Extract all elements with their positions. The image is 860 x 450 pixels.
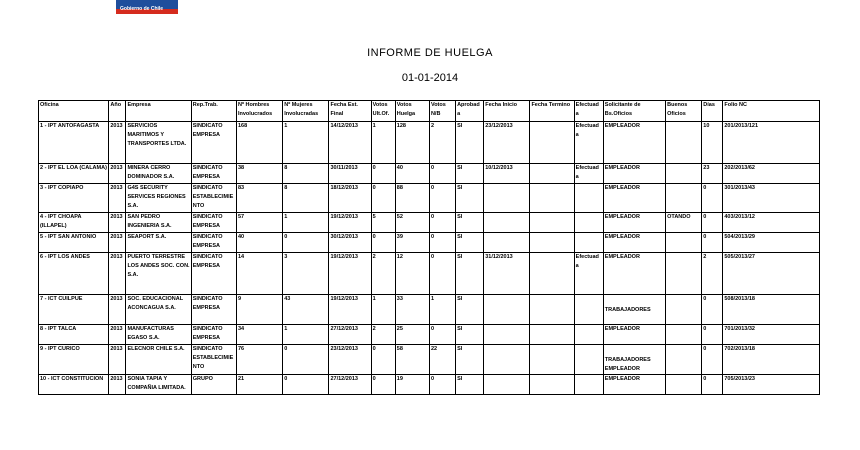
table-cell: 0	[429, 375, 455, 395]
table-cell: TRABAJADORES	[603, 295, 665, 325]
table-cell: 0	[702, 295, 723, 325]
table-cell: SI	[456, 213, 484, 233]
table-cell	[574, 345, 603, 375]
table-cell: 21	[236, 375, 282, 395]
table-cell: EMPLEADOR	[603, 213, 665, 233]
table-cell: SINDICATO EMPRESA	[191, 233, 236, 253]
table-row	[39, 295, 820, 325]
table-cell: 31/12/2013	[484, 253, 530, 295]
table-cell	[574, 184, 603, 213]
table-cell: ELECNOR CHILE S.A.	[126, 345, 191, 375]
table-cell: 40	[236, 233, 282, 253]
table-cell: 57	[236, 213, 282, 233]
table-cell: 19	[395, 375, 429, 395]
table-cell: 27/12/2013	[329, 325, 371, 345]
table-row	[39, 122, 820, 164]
table-cell: 0	[702, 184, 723, 213]
table-cell: 0	[371, 164, 395, 184]
table-cell: SI	[456, 184, 484, 213]
table-cell: SINDICATO EMPRESA	[191, 122, 236, 164]
table-row	[39, 213, 820, 233]
table-cell: 30/11/2013	[329, 164, 371, 184]
table-cell: 0	[371, 375, 395, 395]
table-cell	[666, 345, 702, 375]
table-cell: 1	[283, 213, 329, 233]
table-cell: 52	[395, 213, 429, 233]
table-cell: 701/2013/32	[723, 325, 820, 345]
column-header: Fecha Inicio	[484, 101, 530, 122]
column-header: Año	[109, 101, 126, 122]
table-cell	[530, 375, 574, 395]
column-header: Buenos Oficios	[666, 101, 702, 122]
table-cell: SEAPORT S.A.	[126, 233, 191, 253]
table-cell: Efectuada	[574, 253, 603, 295]
table-cell: 202/2013/62	[723, 164, 820, 184]
table-cell: 508/2013/18	[723, 295, 820, 325]
table-cell: SINDICATO EMPRESA	[191, 325, 236, 345]
table-cell: 2	[371, 253, 395, 295]
table-cell: 504/2013/29	[723, 233, 820, 253]
table-cell: 7 - ICT CUILPUE	[39, 295, 109, 325]
gobierno-de-chile-logo	[116, 0, 178, 14]
table-cell	[574, 213, 603, 233]
table-cell	[666, 184, 702, 213]
table-cell: SOC. EDUCACIONAL ACONCAGUA S.A.	[126, 295, 191, 325]
table-cell: 2 - IPT EL LOA (CALAMA)	[39, 164, 109, 184]
table-cell: 22	[429, 345, 455, 375]
table-cell: 2013	[109, 325, 126, 345]
table-cell: 2	[371, 325, 395, 345]
table-cell: TRABAJADORES EMPLEADOR	[603, 345, 665, 375]
table-cell	[666, 164, 702, 184]
table-cell: SINDICATO EMPRESA	[191, 253, 236, 295]
table-cell: OTANDO	[666, 213, 702, 233]
strike-report-table	[38, 100, 820, 395]
table-cell: SINDICATO EMPRESA	[191, 213, 236, 233]
table-cell: 27/12/2013	[329, 375, 371, 395]
table-cell	[530, 233, 574, 253]
table-cell: 505/2013/27	[723, 253, 820, 295]
table-cell: 23/12/2013	[329, 345, 371, 375]
table-cell: 10 - ICT CONSTITUCION	[39, 375, 109, 395]
table-cell: 0	[283, 375, 329, 395]
table-cell: 2	[702, 253, 723, 295]
table-cell: 40	[395, 164, 429, 184]
table-cell: MANUFACTURAS EGASO S.A.	[126, 325, 191, 345]
table-cell: 0	[371, 184, 395, 213]
table-row	[39, 325, 820, 345]
table-cell: 25	[395, 325, 429, 345]
table-cell: 1	[429, 295, 455, 325]
table-cell: 0	[702, 375, 723, 395]
table-cell	[666, 122, 702, 164]
table-cell: 39	[395, 233, 429, 253]
table-cell: 301/2013/43	[723, 184, 820, 213]
table-cell: 2013	[109, 213, 126, 233]
table-cell: 0	[429, 213, 455, 233]
table-cell: 2013	[109, 345, 126, 375]
table-cell: 403/2013/12	[723, 213, 820, 233]
table-cell: EMPLEADOR	[603, 325, 665, 345]
logo-text: Gobierno de Chile	[120, 6, 164, 12]
column-header: Votos Huelga	[395, 101, 429, 122]
table-cell: SONIA TAPIA Y COMPAÑIA LIMITADA.	[126, 375, 191, 395]
column-header: Nº Mujeres Involucradas	[283, 101, 329, 122]
table-cell: 43	[283, 295, 329, 325]
report-title: INFORME DE HUELGA	[367, 47, 493, 59]
table-cell: 1	[283, 122, 329, 164]
table-cell: 0	[429, 164, 455, 184]
table-cell: G4S SECURITY SERVICES REGIONES S.A.	[126, 184, 191, 213]
table-cell: 0	[283, 345, 329, 375]
table-cell: 10	[702, 122, 723, 164]
table-row	[39, 375, 820, 395]
table-cell: SI	[456, 325, 484, 345]
table-cell	[530, 345, 574, 375]
table-row	[39, 233, 820, 253]
column-header: Fecha Termino	[530, 101, 574, 122]
table-cell: Efectuada	[574, 122, 603, 164]
table-cell: 30/12/2013	[329, 233, 371, 253]
column-header: Votos N/B	[429, 101, 455, 122]
table-cell: SINDICATO ESTABLECIMIENTO	[191, 345, 236, 375]
column-header: Efectuada	[574, 101, 603, 122]
table-cell: GRUPO	[191, 375, 236, 395]
table-cell	[666, 295, 702, 325]
column-header: Solicitante de Bs.Oficios	[603, 101, 665, 122]
table-row	[39, 164, 820, 184]
table-cell: 0	[371, 345, 395, 375]
table-cell: 10/12/2013	[484, 164, 530, 184]
table-cell: 2013	[109, 184, 126, 213]
column-header: Fecha Est. Final	[329, 101, 371, 122]
table-cell: 76	[236, 345, 282, 375]
table-cell	[530, 295, 574, 325]
table-cell: SI	[456, 295, 484, 325]
table-cell: EMPLEADOR	[603, 233, 665, 253]
table-header-row	[39, 101, 820, 122]
table-cell: 19/12/2013	[329, 213, 371, 233]
table-cell: 14	[236, 253, 282, 295]
table-cell: EMPLEADOR	[603, 184, 665, 213]
table-cell	[574, 233, 603, 253]
table-cell: 0	[283, 233, 329, 253]
table-cell: 128	[395, 122, 429, 164]
column-header: Oficina	[39, 101, 109, 122]
table-cell	[530, 164, 574, 184]
table-cell: 12	[395, 253, 429, 295]
table-cell: 0	[702, 345, 723, 375]
column-header: Días	[702, 101, 723, 122]
table-cell: 9 - IPT CURICO	[39, 345, 109, 375]
report-date: 01-01-2014	[401, 72, 459, 84]
table-cell: 0	[371, 233, 395, 253]
table-cell: 38	[236, 164, 282, 184]
table-cell	[574, 325, 603, 345]
table-cell: 19/12/2013	[329, 295, 371, 325]
table-cell	[484, 213, 530, 233]
table-cell: 83	[236, 184, 282, 213]
table-row	[39, 184, 820, 213]
table-cell	[530, 253, 574, 295]
column-header: Votos Ult.Of.	[371, 101, 395, 122]
table-cell: 34	[236, 325, 282, 345]
table-cell: 201/2013/121	[723, 122, 820, 164]
table-cell: SINDICATO ESTABLECIMIENTO	[191, 184, 236, 213]
table-cell: 88	[395, 184, 429, 213]
table-cell: 18/12/2013	[329, 184, 371, 213]
table-cell	[484, 184, 530, 213]
table-cell: 23	[702, 164, 723, 184]
table-cell: SERVICIOS MARITIMOS Y TRANSPORTES LTDA.	[126, 122, 191, 164]
table-cell: SAN PEDRO INGENIERIA S.A.	[126, 213, 191, 233]
table-cell: 0	[429, 325, 455, 345]
table-cell: PUERTO TERRESTRE LOS ANDES SOC. CON. S.A.	[126, 253, 191, 295]
table-cell	[666, 325, 702, 345]
table-cell: 23/12/2013	[484, 122, 530, 164]
table-cell	[484, 295, 530, 325]
table-cell: 3 - IPT COPIAPO	[39, 184, 109, 213]
table-cell: 4 - IPT CHOAPA (ILLAPEL)	[39, 213, 109, 233]
table-cell: SINDICATO EMPRESA	[191, 164, 236, 184]
table-cell: 168	[236, 122, 282, 164]
table-cell: 58	[395, 345, 429, 375]
table-cell	[484, 233, 530, 253]
table-cell	[666, 375, 702, 395]
table-cell: SI	[456, 122, 484, 164]
table-cell: SI	[456, 253, 484, 295]
table-cell	[530, 122, 574, 164]
table-cell: 19/12/2013	[329, 253, 371, 295]
table-cell: 702/2013/18	[723, 345, 820, 375]
table-row	[39, 345, 820, 375]
table-cell: 8	[283, 164, 329, 184]
table-cell: 1	[371, 295, 395, 325]
table-cell: 0	[429, 233, 455, 253]
table-cell: 5 - IPT SAN ANTONIO	[39, 233, 109, 253]
table-cell: 0	[702, 233, 723, 253]
column-header: Empresa	[126, 101, 191, 122]
table-cell: SINDICATO EMPRESA	[191, 295, 236, 325]
table-cell: 0	[702, 325, 723, 345]
table-cell: MINERA CERRO DOMINADOR S.A.	[126, 164, 191, 184]
column-header: Rep.Trab.	[191, 101, 236, 122]
table-cell	[666, 233, 702, 253]
table-cell: SI	[456, 345, 484, 375]
table-cell: SI	[456, 375, 484, 395]
table-cell: 705/2013/23	[723, 375, 820, 395]
table-cell: 9	[236, 295, 282, 325]
table-cell: 8	[283, 184, 329, 213]
table-cell: EMPLEADOR	[603, 164, 665, 184]
column-header: Aprobada	[456, 101, 484, 122]
table-cell: 1	[371, 122, 395, 164]
table-cell: 2013	[109, 375, 126, 395]
column-header: Folio NC	[723, 101, 820, 122]
table-cell: 2013	[109, 233, 126, 253]
table-cell: 3	[283, 253, 329, 295]
table-cell: 0	[702, 213, 723, 233]
table-row	[39, 253, 820, 295]
column-header: Nº Hombres Involucrados	[236, 101, 282, 122]
table-cell: 2013	[109, 295, 126, 325]
table-cell: EMPLEADOR	[603, 375, 665, 395]
table-cell: EMPLEADOR	[603, 122, 665, 164]
table-cell: EMPLEADOR	[603, 253, 665, 295]
table-cell	[574, 375, 603, 395]
table-cell: 33	[395, 295, 429, 325]
table-cell: Efectuada	[574, 164, 603, 184]
table-cell: 2013	[109, 164, 126, 184]
table-cell	[530, 213, 574, 233]
table-cell: 1	[283, 325, 329, 345]
table-cell	[530, 184, 574, 213]
table-cell	[484, 345, 530, 375]
table-cell: 2013	[109, 253, 126, 295]
table-cell	[530, 325, 574, 345]
table-cell	[666, 253, 702, 295]
table-cell: 8 - IPT TALCA	[39, 325, 109, 345]
table-cell: 2	[429, 122, 455, 164]
table-cell: 14/12/2013	[329, 122, 371, 164]
table-cell: 0	[429, 253, 455, 295]
table-cell	[484, 375, 530, 395]
table-cell	[574, 295, 603, 325]
table-cell: 2013	[109, 122, 126, 164]
table-cell: 6 - IPT LOS ANDES	[39, 253, 109, 295]
table-cell: 1 - IPT ANTOFAGASTA	[39, 122, 109, 164]
table-cell	[484, 325, 530, 345]
table-cell: SI	[456, 164, 484, 184]
table-cell: 0	[429, 184, 455, 213]
table-cell: SI	[456, 233, 484, 253]
table-cell: 5	[371, 213, 395, 233]
